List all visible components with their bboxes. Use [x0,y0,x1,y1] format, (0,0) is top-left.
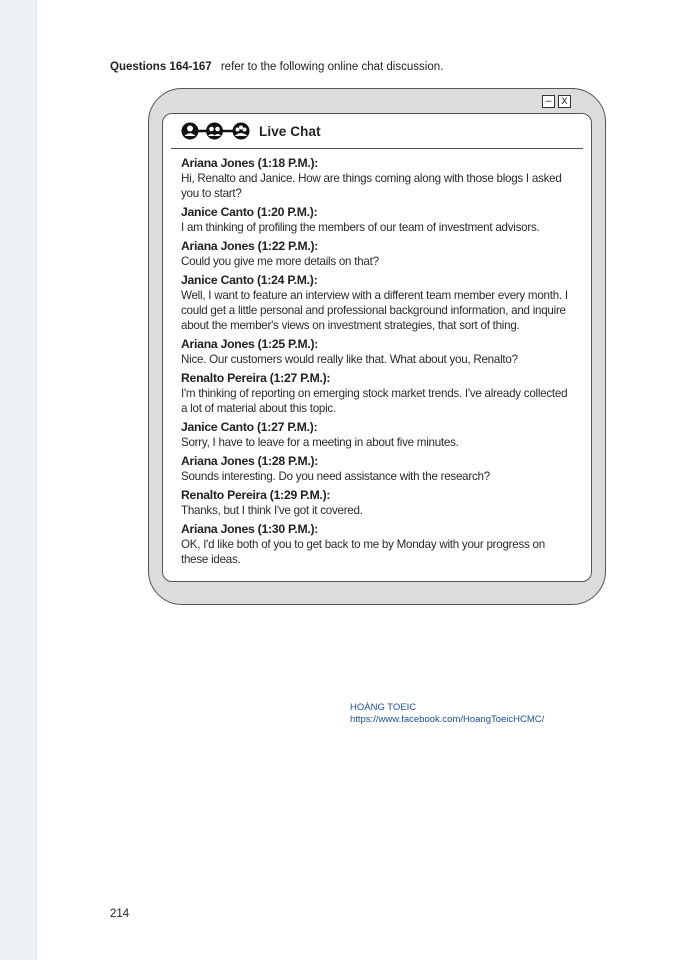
message-sender: Janice Canto (1:20 P.M.): [181,205,318,219]
chat-divider [171,148,583,149]
window-controls [542,95,571,108]
chat-message [181,205,573,235]
chat-panel [162,113,592,582]
question-instruction: refer to the following online chat discussion. [220,61,444,73]
message-list [181,156,573,571]
chat-message [181,454,573,484]
chat-message [181,420,573,450]
message-text: Nice. Our customers would really like that. What about you, Renalto? [181,353,518,366]
chat-message [181,273,573,333]
message-text: I am thinking of profiling the members of our team of investment advisors. [181,221,540,234]
question-header [110,61,443,73]
message-text: Could you give me more details on that? [181,255,379,268]
close-button[interactable]: X [558,95,571,108]
page-number: 214 [110,908,130,920]
message-sender: Ariana Jones (1:30 P.M.): [181,522,319,536]
message-sender: Renalto Pereira (1:29 P.M.): [181,488,331,502]
chat-message [181,156,573,201]
message-text: Sorry, I have to leave for a meeting in about five minutes. [181,436,459,449]
message-sender: Ariana Jones (1:22 P.M.): [181,239,319,253]
chat-message [181,337,573,367]
message-sender: Ariana Jones (1:18 P.M.): [181,156,319,170]
message-sender: Janice Canto (1:27 P.M.): [181,420,318,434]
message-sender: Ariana Jones (1:25 P.M.): [181,337,319,351]
minimize-button[interactable]: − [542,95,555,108]
chat-message [181,239,573,269]
message-sender: Renalto Pereira (1:27 P.M.): [181,371,331,385]
watermark [350,702,544,726]
question-range: Questions 164-167 [110,61,212,73]
page-left-margin [0,0,37,960]
message-text: Sounds interesting. Do you need assistance with the research? [181,470,490,483]
message-text: Hi, Renalto and Janice. How are things coming along with those blogs I asked you to start? [181,172,562,200]
chat-message [181,488,573,518]
watermark-name: HOÀNG TOEIC [350,702,417,713]
chat-window [148,88,606,605]
message-text: Thanks, but I think I've got it covered. [181,504,363,517]
chat-message [181,371,573,416]
message-text: Well, I want to feature an interview with a different team member every month. I could get a little personal and professional background information, and inquire about the member's views on investment strategies, that sort of thing. [181,289,568,332]
participants-icon [181,121,255,141]
message-text: OK, I'd like both of you to get back to me by Monday with your progress on these ideas. [181,538,545,566]
chat-header [181,121,321,141]
chat-title: Live Chat [259,123,321,139]
message-text: I'm thinking of reporting on emerging stock market trends. I've already collected a lot of material about this topic. [181,387,568,415]
message-sender: Janice Canto (1:24 P.M.): [181,273,318,287]
message-sender: Ariana Jones (1:28 P.M.): [181,454,319,468]
chat-message [181,522,573,567]
watermark-url[interactable]: https://www.facebook.com/HoangToeicHCMC/ [350,714,545,725]
